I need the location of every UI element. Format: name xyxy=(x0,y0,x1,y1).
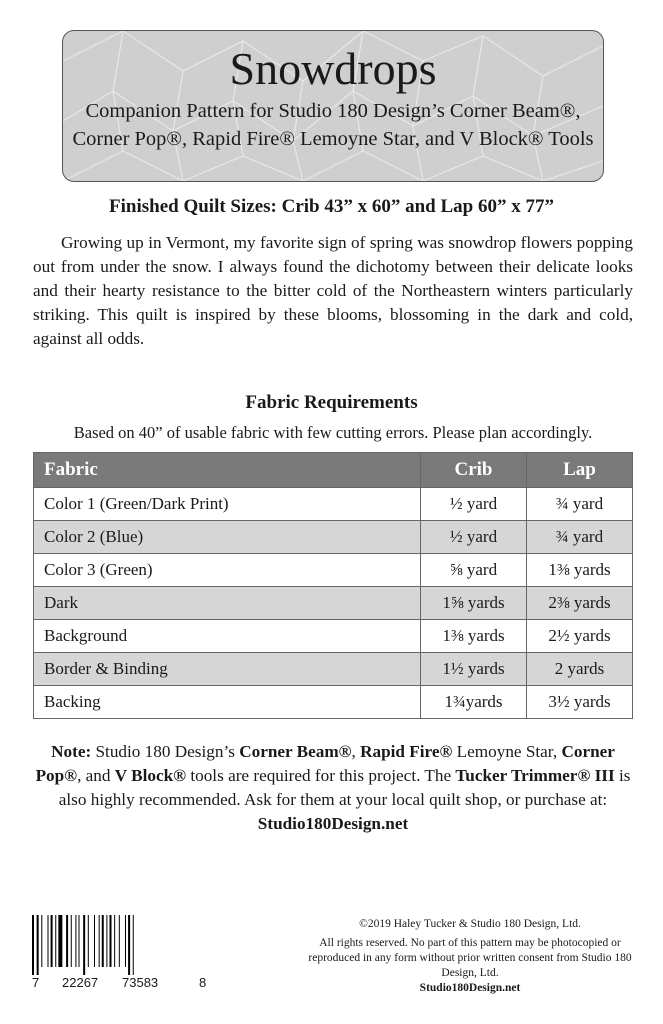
barcode-bar xyxy=(110,915,112,967)
table-row xyxy=(34,521,633,554)
barcode-bar xyxy=(128,915,130,975)
barcode-bar xyxy=(71,915,72,967)
table-row xyxy=(34,488,633,521)
barcode-bar xyxy=(83,915,85,975)
barcode-bar xyxy=(99,915,100,967)
title-banner xyxy=(62,30,604,182)
barcode-digits: 22267 xyxy=(62,975,99,990)
crib-amount: ½ yard xyxy=(421,521,527,554)
barcode-digit: 7 xyxy=(32,975,40,990)
barcode-digit: 8 xyxy=(199,975,207,990)
table-row xyxy=(34,554,633,587)
barcode-bar xyxy=(55,915,56,967)
fabric-name: Backing xyxy=(34,686,421,719)
fabric-name: Color 3 (Green) xyxy=(34,554,421,587)
lap-amount: 2 yards xyxy=(527,653,633,686)
barcode-digits: 73583 xyxy=(122,975,159,990)
barcode-bar xyxy=(106,915,107,967)
lap-amount: 1⅜ yards xyxy=(527,554,633,587)
footer xyxy=(300,917,640,996)
barcode-bar xyxy=(32,915,34,975)
table-row xyxy=(34,686,633,719)
table-row xyxy=(34,620,633,653)
barcode-bar xyxy=(119,915,120,967)
barcode-bar xyxy=(79,915,80,967)
fabric-basis: Based on 40” of usable fabric with few cutting errors. Please plan accordingly. xyxy=(73,423,593,442)
fabric-name: Color 2 (Blue) xyxy=(34,521,421,554)
pattern-title: Snowdrops xyxy=(229,43,437,94)
intro-paragraph: Growing up in Vermont, my favorite sign of spring was snowdrop flowers popping out from under the snow. I always found the dichotomy between their delicate looks and their hearty resistance to the bitter cold of the Northeastern winters particularly striking. This quilt is inspired by these blooms, blossoming in the dark and cold, against all odds. xyxy=(33,233,633,348)
barcode-bar xyxy=(75,915,76,967)
crib-amount: ½ yard xyxy=(421,488,527,521)
barcode-bar xyxy=(37,915,39,975)
barcode-bar xyxy=(51,915,53,967)
crib-amount: ⅝ yard xyxy=(421,554,527,587)
lap-amount: 3½ yards xyxy=(527,686,633,719)
lap-amount: 2⅜ yards xyxy=(527,587,633,620)
footer-website[interactable]: Studio180Design.net xyxy=(419,982,521,994)
barcode-bar xyxy=(94,915,95,967)
barcode-bar xyxy=(66,915,68,967)
crib-amount: 1⅜ yards xyxy=(421,620,527,653)
table-row xyxy=(34,587,633,620)
subtitle-line-2: Corner Pop®, Rapid Fire® Lemoyne Star, and V Block® Tools xyxy=(72,128,594,150)
barcode-bar xyxy=(133,915,134,975)
barcode xyxy=(30,915,190,975)
rights-notice: All rights reserved. No part of this pattern may be photocopied or reproduced in any form without prior written consent from Studio 180 Design, Ltd. xyxy=(308,937,632,979)
table-row xyxy=(34,653,633,686)
fabric-name: Border & Binding xyxy=(34,653,421,686)
col-fabric: Fabric xyxy=(34,453,421,488)
fabric-name: Color 1 (Green/Dark Print) xyxy=(34,488,421,521)
crib-amount: 1½ yards xyxy=(421,653,527,686)
barcode-bar xyxy=(114,915,115,967)
note: Note: Studio 180 Design’s Corner Beam®, Rapid Fire® Lemoyne Star, Corner Pop®, and V Block® tools are required for this project. The Tucker Trimmer® III is also highly recommended. Ask for them at your local quilt shop, or purchase at: Studio180Design.net xyxy=(35,742,631,833)
fabric-name: Dark xyxy=(34,587,421,620)
col-lap: Lap xyxy=(527,453,633,488)
finished-sizes: Finished Quilt Sizes: Crib 43” x 60” and Lap 60” x 77” xyxy=(109,196,554,217)
barcode-bar xyxy=(41,915,42,967)
barcode-bar xyxy=(48,915,49,967)
crib-amount: 1⅝ yards xyxy=(421,587,527,620)
website-link[interactable]: Studio180Design.net xyxy=(257,814,409,833)
copyright: ©2019 Haley Tucker & Studio 180 Design, Ltd. xyxy=(359,918,581,930)
col-crib: Crib xyxy=(421,453,527,488)
barcode-bar xyxy=(88,915,89,967)
lap-amount: ¾ yard xyxy=(527,488,633,521)
barcode-bar xyxy=(58,915,62,967)
barcode-bar xyxy=(102,915,104,967)
lap-amount: ¾ yard xyxy=(527,521,633,554)
lap-amount: 2½ yards xyxy=(527,620,633,653)
crib-amount: 1¾yards xyxy=(421,686,527,719)
fabric-heading: Fabric Requirements xyxy=(245,392,418,413)
subtitle-line-1: Companion Pattern for Studio 180 Design’s Corner Beam®, xyxy=(85,100,581,122)
fabric-name: Background xyxy=(34,620,421,653)
barcode-bar xyxy=(125,915,126,967)
fabric-table xyxy=(33,452,633,719)
